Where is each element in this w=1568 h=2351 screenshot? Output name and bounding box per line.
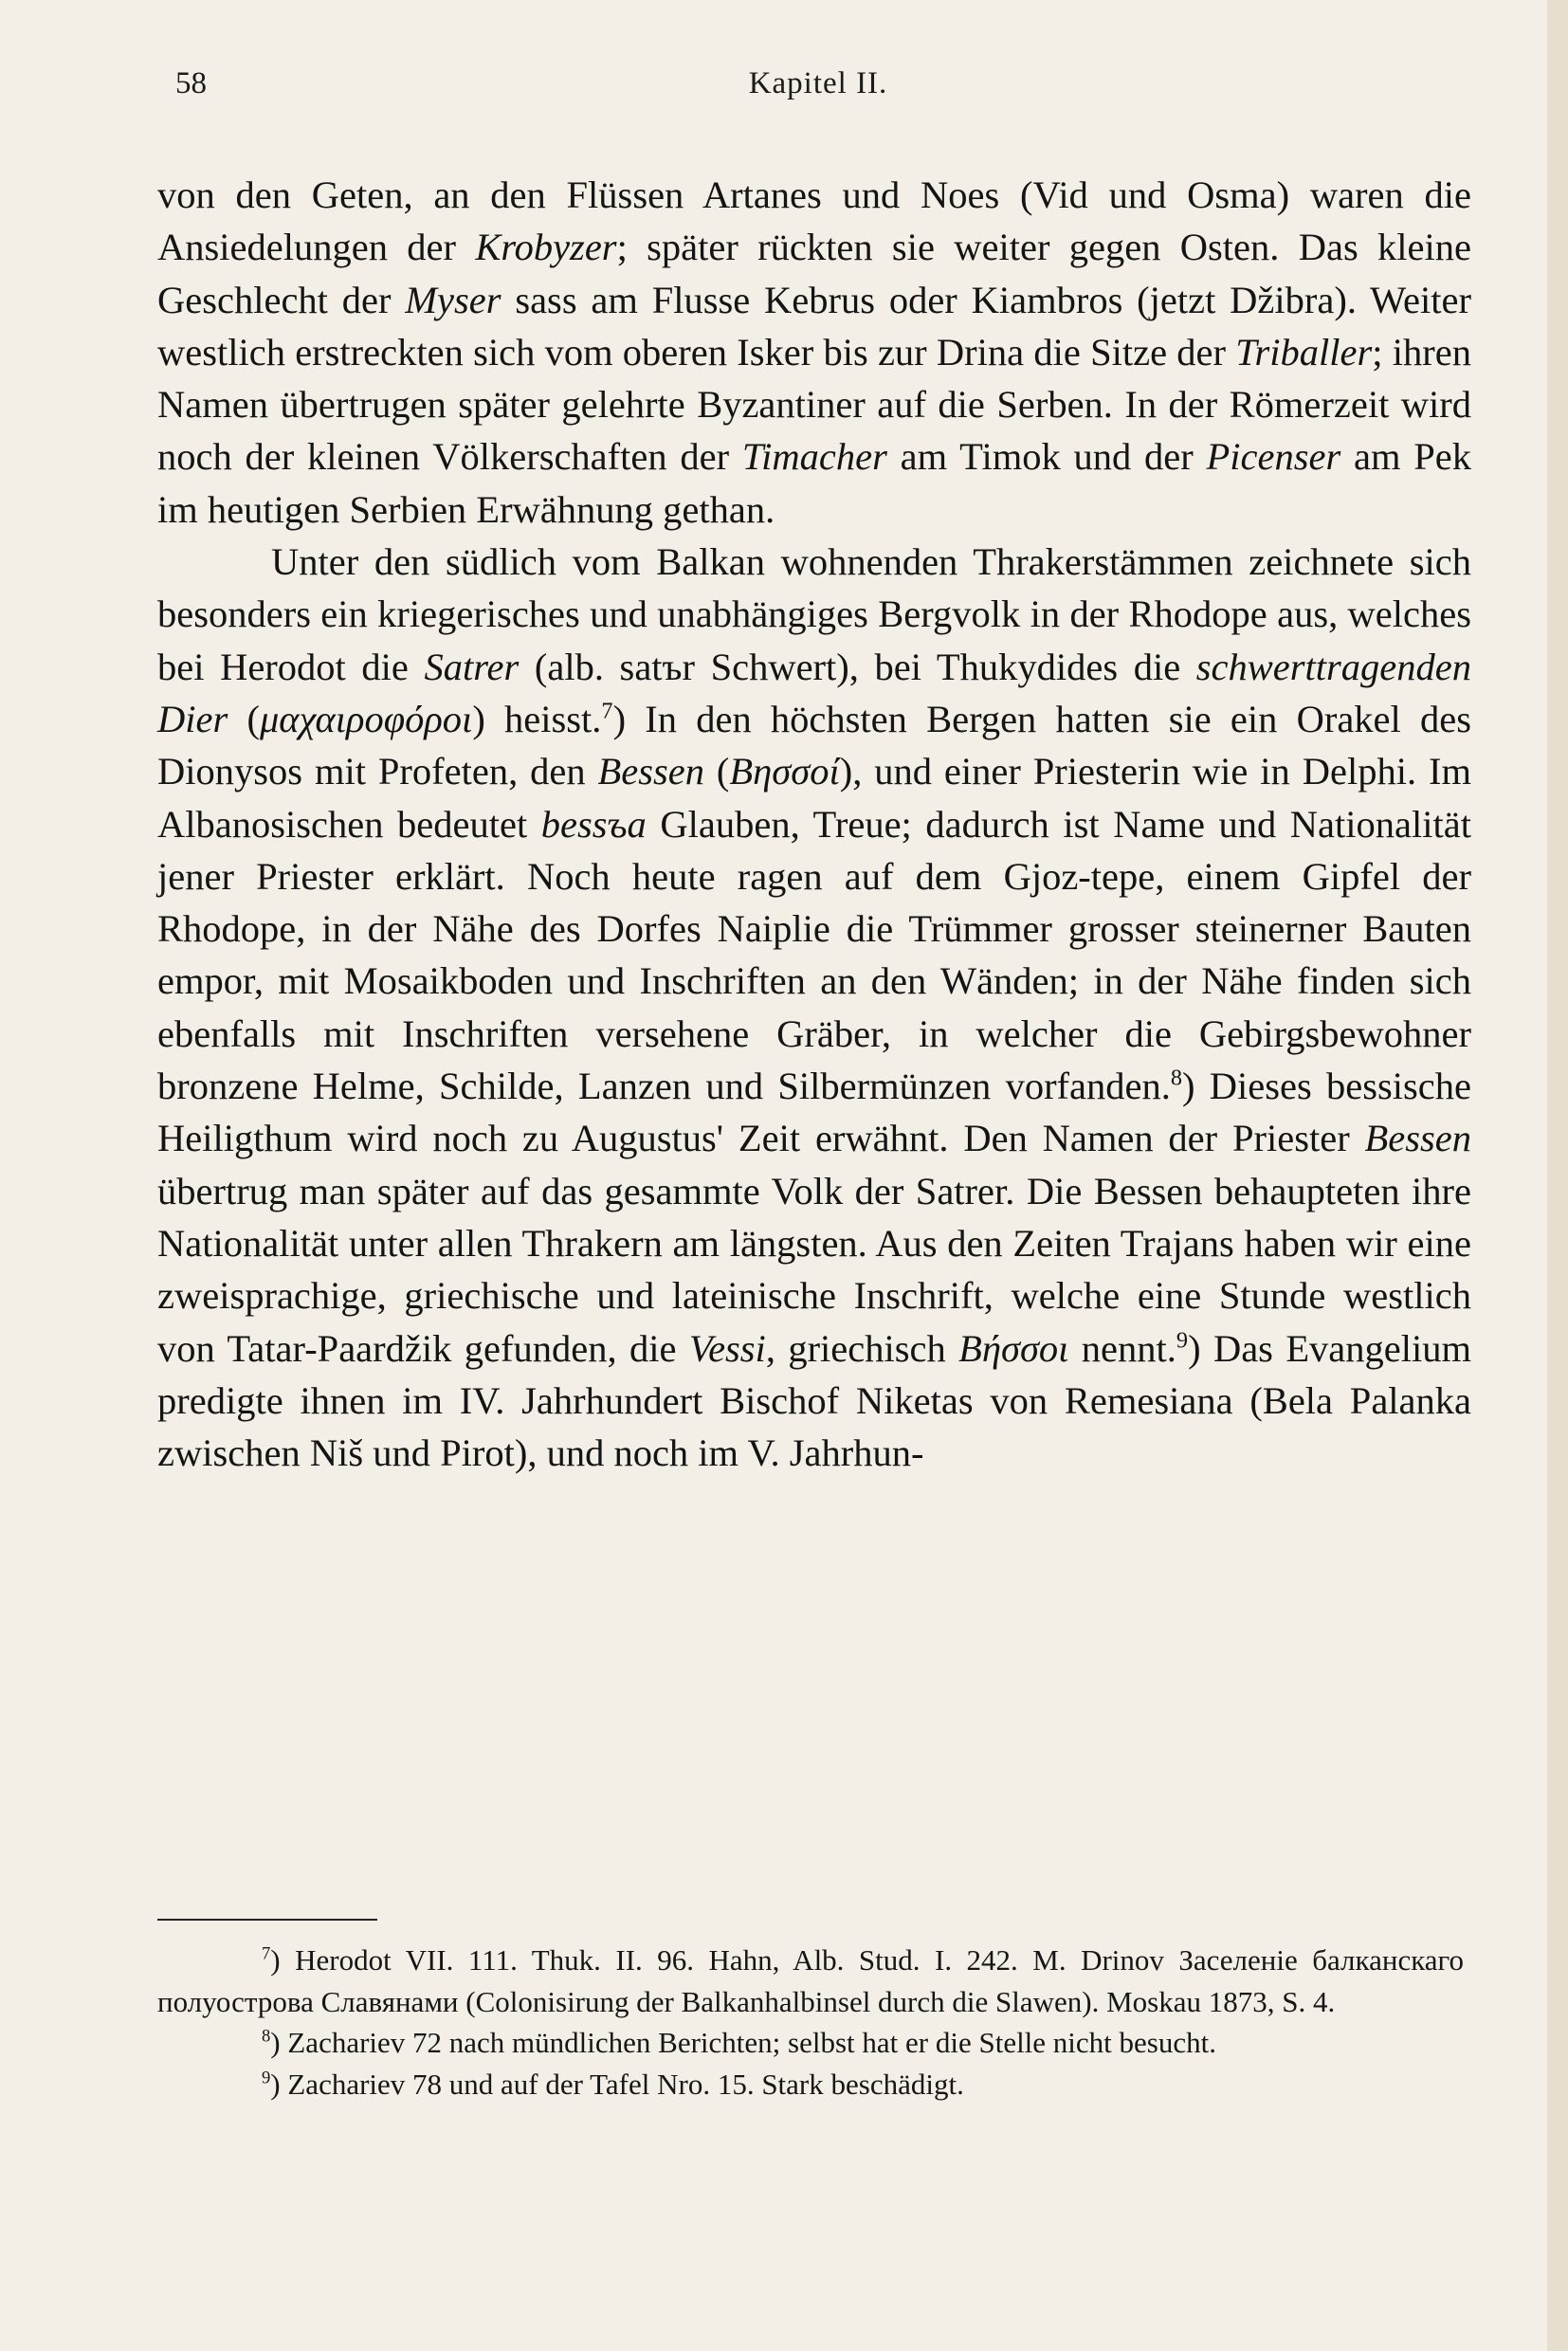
text-run: ) Das Evangelium predigte ihnen im IV. Jahrhundert Bischof Niketas von Remesiana (Bela Palanka zwischen Niš und Pirot), und noch im V. Jahrhun- <box>157 1326 1472 1475</box>
italic-term: Triballer <box>1235 330 1373 374</box>
footnote-marker: 9 <box>262 2068 271 2088</box>
italic-term: Βήσσοι <box>958 1326 1069 1370</box>
footnote-marker: 8 <box>1170 1065 1183 1091</box>
footnote-marker: 7 <box>262 1943 271 1964</box>
text-run: ) heisst. <box>472 697 602 740</box>
text-run: von den Geten, an den Flüssen Artanes und Noes (Vid und Osma) waren die Ansiedelungen der <box>157 173 1471 269</box>
text-run: Unter den südlich vom Balkan wohnenden Thrakerstämmen zeichnete sich besonders ein kriegerisches und unabhängiges Bergvolk in der Rhodope aus, welches bei Herodot die <box>157 540 1471 688</box>
text-run: ) Zachariev 78 und auf der Tafel Nro. 15. Stark beschädigt. <box>270 2067 964 2101</box>
footnotes <box>157 1940 1464 2105</box>
text-run: ; später rückten sie weiter gegen Osten. Das kleine Geschlecht der <box>157 226 1471 321</box>
text-run: ( <box>704 750 730 793</box>
page-edge-shadow <box>1547 0 1568 2351</box>
page-number: 58 <box>175 66 207 100</box>
text-run: ) Herodot VII. 111. Thuk. II. 96. Hahn, Alb. Stud. I. 242. M. Drinov Заселеніе балканскаго полуострова Славянами (Colonisirung der Balkanhalbinsel durch die Slawen). Moskau 1873, S. 4. <box>157 1943 1464 2018</box>
footnote-marker: 8 <box>262 2026 271 2047</box>
text-run: ) In den höchsten Bergen hatten sie ein Orakel des Dionysos mit Profeten, den <box>157 697 1471 793</box>
text-run: am Pek im heutigen Serbien Erwähnung gethan. <box>157 435 1472 531</box>
footnote <box>157 2064 1464 2105</box>
italic-term: Picenser <box>1206 435 1341 479</box>
italic-term: Satrer <box>424 645 520 688</box>
italic-term: Bessen <box>1364 1117 1471 1160</box>
italic-term: Bessen <box>597 750 704 793</box>
text-run: sass am Flusse Kebrus oder Kiambros (jetzt Džibra). Weiter westlich erstreckten sich vom oberen Isker bis zur Drina die Sitze der <box>157 278 1471 374</box>
footnote-marker: 9 <box>1176 1327 1189 1354</box>
text-run: ( <box>228 697 260 740</box>
italic-term: schwerttragenden Dier <box>157 645 1471 740</box>
text-run: , griechisch <box>765 1326 959 1370</box>
text-run: ) Dieses bessische Heiligthum wird noch zu Augustus' Zeit erwähnt. Den Namen der Priester <box>157 1065 1471 1160</box>
italic-term: Timacher <box>741 435 887 479</box>
footnote-separator <box>157 1919 377 1921</box>
text-run: (alb. satъr Schwert), bei Thukydides die <box>519 645 1196 688</box>
text-run: ; ihren Namen übertrugen später gelehrte Byzantiner auf die Serben. In der Römerzeit wird noch der kleinen Völkerschaften der <box>157 330 1472 479</box>
text-run: ) Zachariev 72 nach mündlichen Berichten; selbst hat er die Stelle nicht besucht. <box>270 2026 1216 2059</box>
italic-term: Myser <box>405 278 501 321</box>
paragraph <box>157 169 1471 536</box>
text-run: Glauben, Treue; dadurch ist Name und Nationalität jener Priester erklärt. Noch heute ragen auf dem Gjoz-tepe, einem Gipfel der Rhodope, in der Nähe des Dorfes Naiplie die Trümmer grosser steinerner Bauten empor, mit Mosaikboden und Inschriften an den Wänden; in der Nähe finden sich ebenfalls mit Inschriften versehene Gräber, in welcher die Gebirgsbewohner bronzene Helme, Schilde, Lanzen und Silbermünzen vorfanden. <box>157 802 1471 1108</box>
footnote <box>157 2022 1464 2064</box>
italic-term: μαχαιροφόροι <box>259 697 473 740</box>
paragraph <box>157 536 1471 1479</box>
text-run: am Timok und der <box>886 435 1207 479</box>
footnote <box>157 1940 1464 2022</box>
text-run: ), und einer Priesterin wie in Delphi. Im Albanosischen bedeutet <box>157 750 1471 846</box>
main-text <box>157 169 1471 1479</box>
text-run: nennt. <box>1068 1326 1176 1370</box>
italic-term: Krobyzer <box>475 226 617 269</box>
italic-term: Vessi <box>688 1326 766 1370</box>
italic-term: bessъa <box>540 802 647 846</box>
footnote-marker: 7 <box>601 698 613 724</box>
text-run: übertrug man später auf das gesammte Volk der Satrer. Die Bessen behaupteten ihre Nationalität unter allen Thrakern am längsten. Aus den Zeiten Trajans haben wir eine zweisprachige, griechische und lateinische Inschrift, welche eine Stunde westlich von Tatar-Paardžik gefunden, die <box>157 1169 1471 1370</box>
italic-term: Βησσοί <box>729 750 840 793</box>
page-header <box>175 66 1461 114</box>
running-head: Kapitel II. <box>748 66 888 100</box>
